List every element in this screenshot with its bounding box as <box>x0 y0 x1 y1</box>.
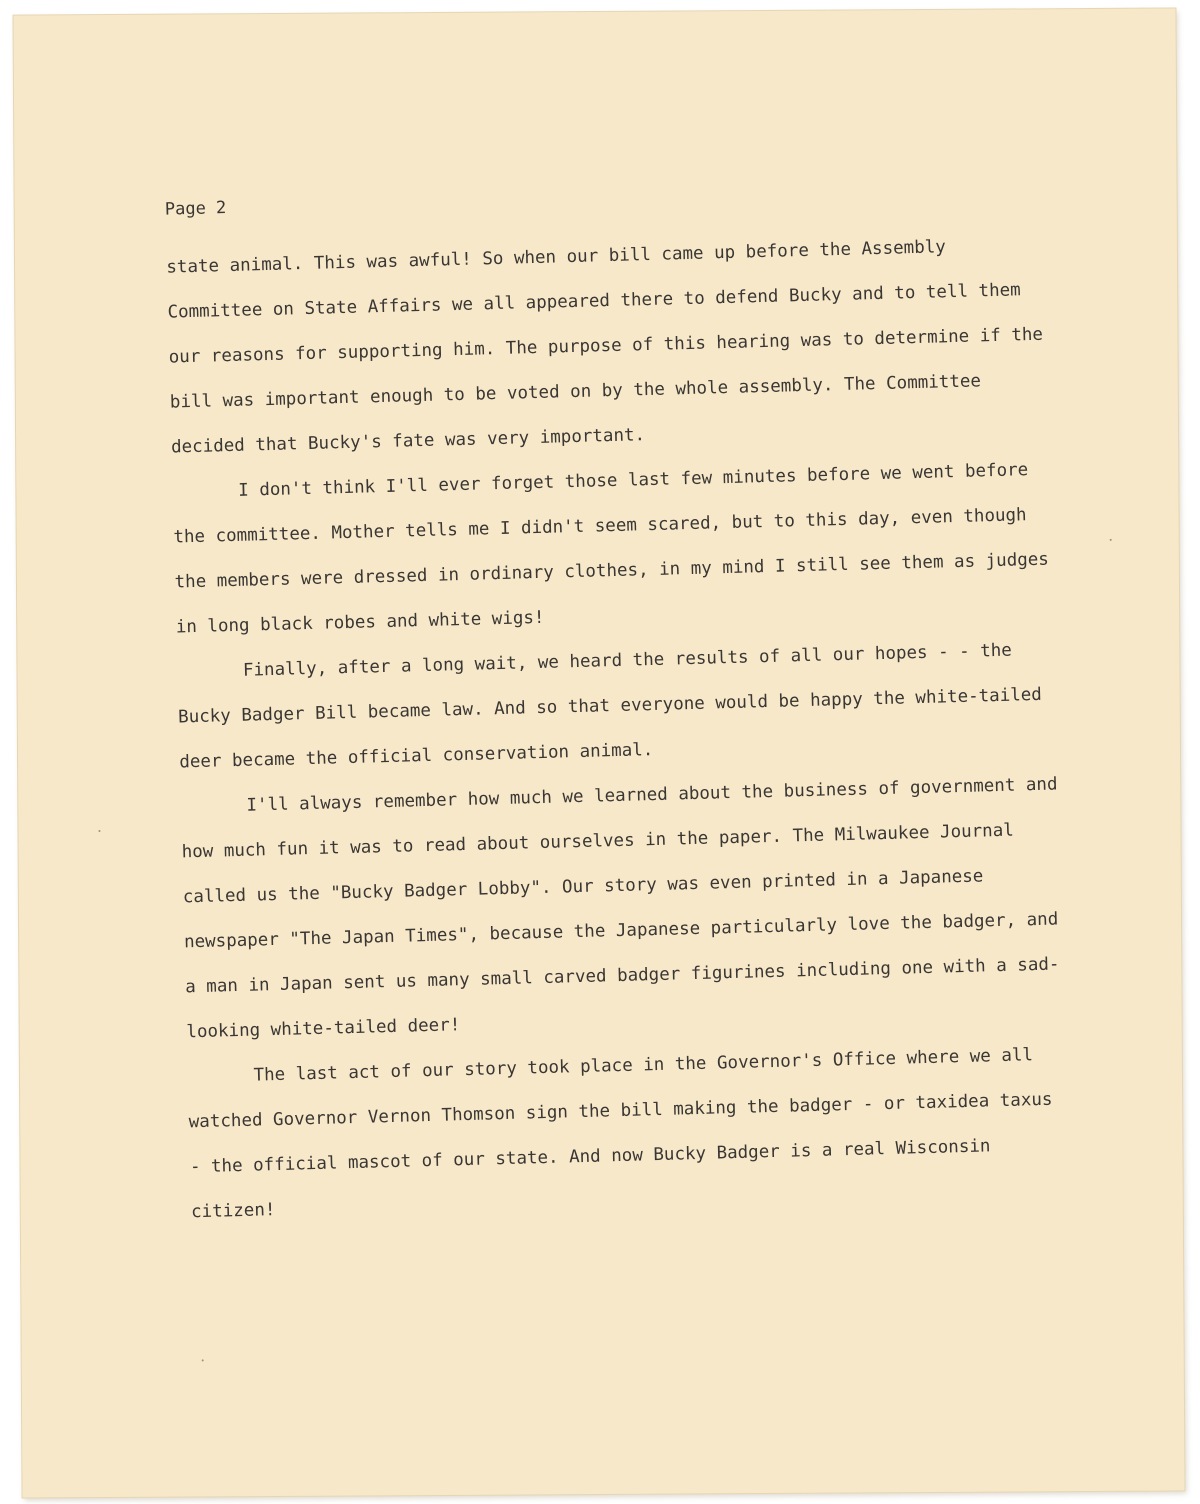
paragraph-governor-signing: The last act of our story took place in the Governor's Office where we all watched Governor Vernon Thomson sign the bill making the badger - or taxidea taxus - the official mascot of our state. And now Bucky Badger is a real Wisconsin citizen! <box>188 1045 1053 1223</box>
paragraph-hearing: state animal. This was awful! So when our bill came up before the Assembly Committee on State Affairs we all appeared there to defend Bucky and to tell them our reasons for supporting him. The purpose of this hearing was to determine if the bill was important enough to be voted on by the whole assembly. The Committee decided that Bucky's fate was very important. <box>166 237 1044 458</box>
paper-sheet <box>13 8 1184 1497</box>
paragraph-committee-memory: I don't think I'll ever forget those last few minutes before we went before the committee. Mother tells me I didn't seem scared, but to this day, even though the members were dressed in ordinary clothes, in my mind I still see them as judges in long black robes and white wigs! <box>173 460 1050 638</box>
paragraph-learned-government: I'll always remember how much we learned about the business of government and how much fun it was to read about ourselves in the paper. The Milwaukee Journal called us the "Bucky Badger Lobby". Our story was even printed in a Japanese newspaper "The Japan Times", because the Japanese particularly love the badger, and a man in Japan sent us many small carved badger figurines including one with a sad-looking white-tailed deer! <box>181 774 1060 1043</box>
paper-speck <box>1110 539 1112 541</box>
paper-speck <box>98 830 100 832</box>
paper-speck <box>202 1359 204 1361</box>
paragraph-bill-became-law: Finally, after a long wait, we heard the results of all our hopes - - the Bucky Badger Bill became law. And so that everyone would be happy the white-tailed deer became the official conservation animal. <box>177 640 1043 773</box>
typed-page <box>165 177 1072 1236</box>
page-number: Page 2 <box>164 198 227 220</box>
